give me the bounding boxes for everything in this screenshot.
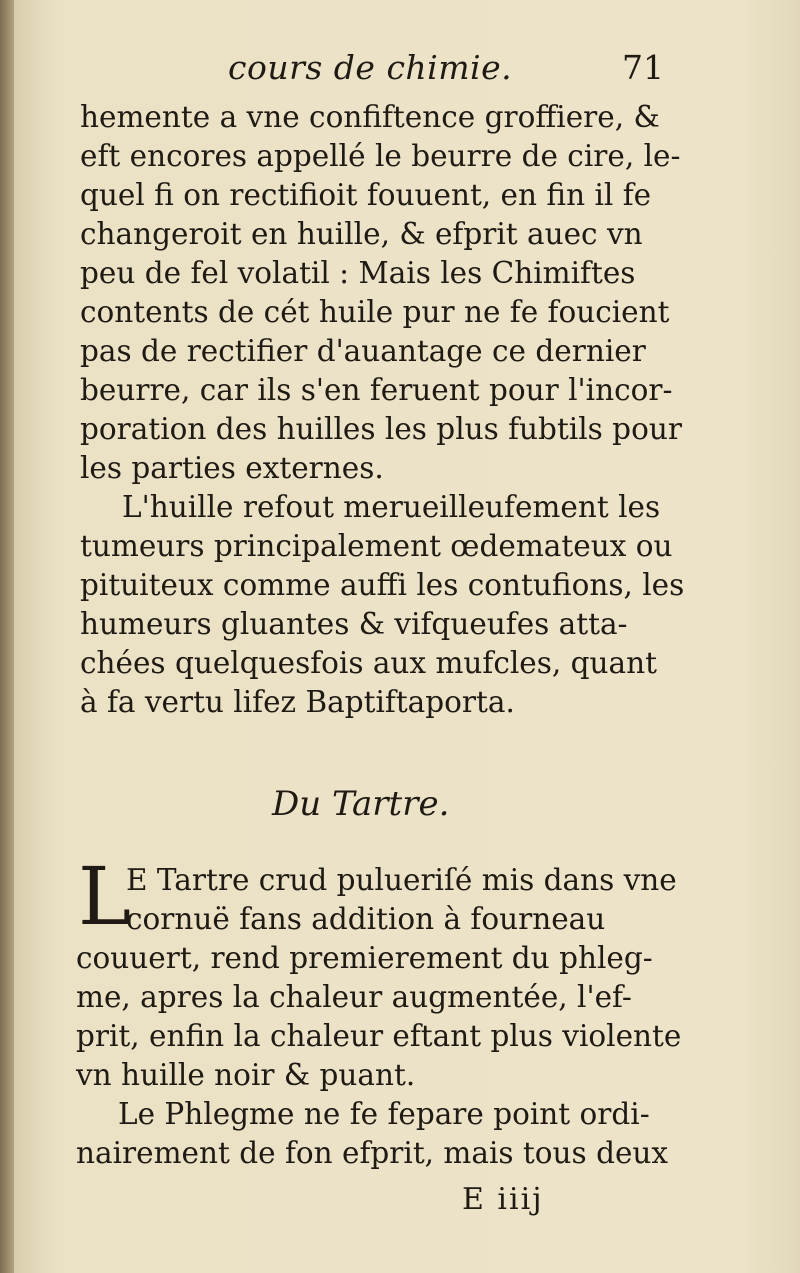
- section-text: [76, 850, 682, 1172]
- text-line: quel fi on rectifioit fouuent, en fin il fe: [80, 178, 652, 212]
- text-line: à fa vertu lifez Baptiftaporta.: [80, 685, 515, 719]
- text-line: Le Phlegme ne fe fepare point ordi-: [118, 1097, 650, 1131]
- text-line: changeroit en huille, & efprit auec vn: [80, 217, 643, 251]
- text-line: pituiteux comme auffi les contufions, les: [80, 568, 685, 602]
- text-line: eft encores appellé le beurre de cire, le-: [80, 139, 681, 173]
- running-title: cours de chimie.: [228, 48, 513, 87]
- text-line: vn huille noir & puant.: [76, 1058, 416, 1092]
- page-header: [0, 48, 800, 98]
- text-line: chées quelquesfois aux mufcles, quant: [80, 646, 657, 680]
- text-line: tumeurs principalement œdemateux ou: [80, 529, 673, 563]
- text-line: contents de cét huile pur ne fe foucient: [80, 295, 670, 329]
- text-line: L'huille refout merueilleufement les: [122, 490, 661, 524]
- text-line: nairement de fon efprit, mais tous deux: [76, 1136, 669, 1170]
- text-line: beurre, car ils s'en feruent pour l'incor-: [80, 373, 673, 407]
- text-line: me, apres la chaleur augmentée, l'ef-: [76, 980, 632, 1014]
- text-line: les parties externes.: [80, 451, 384, 485]
- text-line: cornuë fans addition à fourneau: [126, 902, 606, 936]
- signature-mark: E iiij: [462, 1182, 544, 1217]
- page-number: 71: [622, 48, 664, 87]
- page-binding-shadow: [0, 0, 14, 1273]
- text-line: pas de rectifier d'auantage ce dernier: [80, 334, 646, 368]
- text-line: couuert, rend premierement du phleg-: [76, 941, 653, 975]
- text-line: humeurs gluantes & vifqueufes atta-: [80, 607, 628, 641]
- section-heading: Du Tartre.: [272, 784, 450, 824]
- text-line: poration des huilles les plus fubtils pour: [80, 412, 682, 446]
- text-line: peu de fel volatil : Mais les Chimiftes: [80, 256, 636, 290]
- drop-cap: L: [78, 850, 132, 943]
- text-line: E Tartre crud pulueriſé mis dans vne: [126, 863, 677, 897]
- text-line: prit, enfin la chaleur eftant plus violente: [76, 1019, 682, 1053]
- body-text: [80, 98, 685, 722]
- text-line: hemente a vne confiftence groffiere, &: [80, 100, 660, 134]
